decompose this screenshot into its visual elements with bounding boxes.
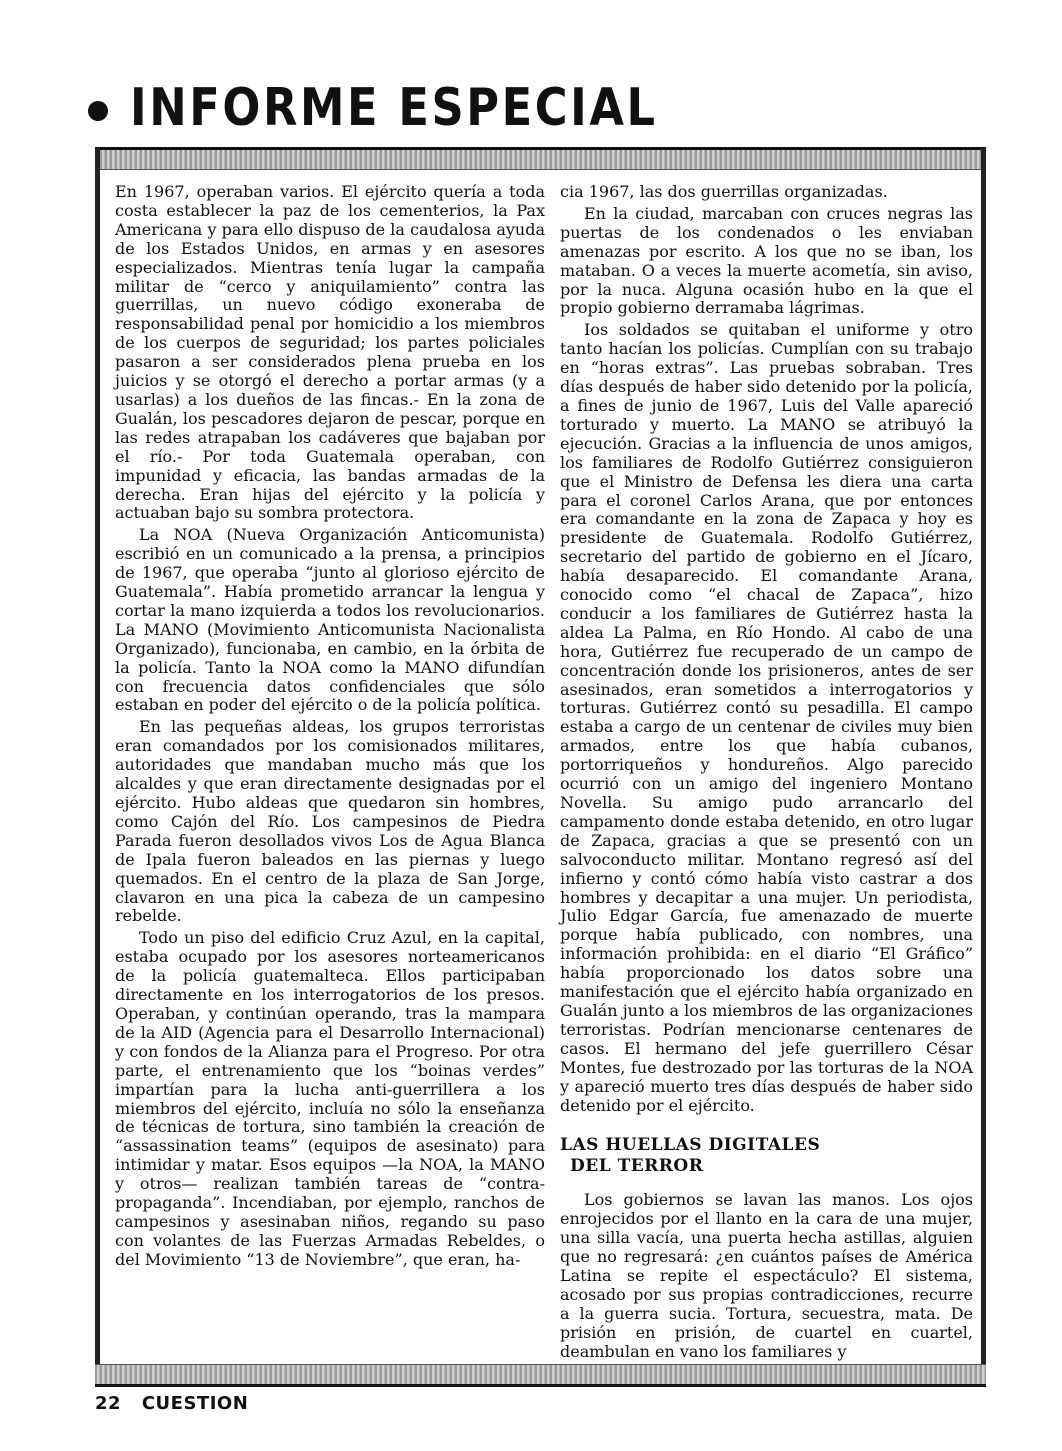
subheading-line: DEL TERROR xyxy=(570,1156,704,1177)
paragraph: En 1967, operaban varios. El ejército quería a toda costa establecer la paz de los cementerios, la Pax Americana y para ello dispuso de la caudalosa ayuda de los Estados Unidos, en armas y en asesores especializados. Mientras tenía lugar la campaña militar de “cerco y aniquilamiento” contra las guerrillas, un nuevo código exoneraba de responsabilidad penal por homicidio a los miembros de los cuerpos de seguridad; los partes policiales pasaron a ser considerados plena prueba en los juicios y se otorgó el derecho a portar armas (y a usarlas) a los dueños de las fincas.- En la zona de Gualán, los pescadores dejaron de pescar, porque en las redes atrapaban los cadáveres que bajaban por el río.- Por toda Guatemala operaban, con impunidad y eficacia, las bandas armadas de la derecha. Eran hijas del ejército y la policía y actuaban bajo su sombra protectora. xyxy=(115,182,545,523)
frame-right-border xyxy=(981,147,986,1387)
paragraph: cia 1967, las dos guerrillas organizadas. xyxy=(560,182,888,201)
paragraph: Los gobiernos se lavan las manos. Los ojos enrojecidos por el llanto en la cara de una mujer, una silla vacía, una puerta hecha astillas, alguien que no regresará: ¿en cuántos países de América Latina se repite el espectáculo? El sistema, acosado por sus propias contradicciones, recurre a la guerra sucia. Tortura, secuestra, mata. De prisión en prisión, de cuartel en cuartel, deambulan en vano los familiares y xyxy=(560,1190,973,1361)
subheading xyxy=(560,1135,973,1177)
publication-name: CUESTION xyxy=(141,1393,249,1414)
subheading-line: LAS HUELLAS DIGITALES xyxy=(560,1135,821,1156)
section-title: INFORME ESPECIAL xyxy=(130,78,658,138)
section-header xyxy=(88,78,744,138)
paragraph: La NOA (Nueva Organización Anticomunista) escribió en un comunicado a la prensa, a principios de 1967, que operaba “junto al glorioso ejército de Guatemala”. Había prometido arrancar la lengua y cortar la mano izquierda a todos los revolucionarios. La MANO (Movimiento Anticomunista Nacionalista Organizado), funcionaba, en cambio, en la órbita de la policía. Tanto la NOA como la MANO difundían con frecuencia datos confidenciales que sólo estaban en poder del ejército o de la policía política. xyxy=(115,525,545,715)
page-footer xyxy=(95,1393,248,1414)
left-column xyxy=(115,183,545,1273)
right-column xyxy=(560,183,973,1365)
paragraph: Ios soldados se quitaban el uniforme y otro tanto hacían los policías. Cumplían con su trabajo en “horas extras”. Las pruebas sobraban. Tres días después de haber sido detenido por la policía, a fines de junio de 1967, Luis del Valle apareció torturado y muerto. La MANO se atribuyó la ejecución. Gracias a la influencia de unos amigos, los familiares de Rodolfo Gutiérrez consiguieron que el Ministro de Defensa les diera una carta para el coronel Carlos Arana, que por entonces era comandante en la zona de Zapaca y hoy es presidente de Guatemala. Rodolfo Gutiérrez, secretario del partido de gobierno en el Jícaro, había desaparecido. El comandante Arana, conocido como “el chacal de Zapaca”, hizo conducir a los familiares de Gutiérrez hasta la aldea La Palma, en Río Hondo. Al cabo de una hora, Gutiérrez fue recuperado de un campo de concentración donde los prisioneros, antes de ser asesinados, eran sometidos a interrogatorios y torturas. Gutiérrez contó su pesadilla. El campo estaba a cargo de un centenar de civiles muy bien armados, entre los que había cubanos, portorriqueños y hondureños. Algo parecido ocurrió con un amigo del ingeniero Montano Novella. Su amigo pudo arrancarlo del campamento donde estaba detenido, en otro lugar de Zapaca, gracias a que se presentó con un salvoconducto militar. Montano regresó así del infierno y contó cómo había visto castrar a dos hombres y decapitar a una mujer. Un periodista, Julio Edgar García, fue amenazado de muerte porque había publicado, con nombres, una información prohibida: en el diario “El Gráfico” había proporcionado los datos sobre una manifestación que el ejército había organizado en Gualán junto a los miembros de las organizaciones terroristas. Podrían mencionarse centenares de casos. El hermano del jefe guerrillero César Montes, fue destrozado por las torturas de la NOA y apareció muerto tres días después de haber sido detenido por el ejército. xyxy=(560,320,973,1115)
paragraph: Todo un piso del edificio Cruz Azul, en la capital, estaba ocupado por los asesores norteamericanos de la policía guatemalteca. Ellos participaban directamente en los interrogatorios de los presos. Operaban, y continúan operando, tras la mampara de la AID (Agencia para el Desarrollo Internacional) y con fondos de la Alianza para el Progreso. Por otra parte, el entrenamiento que los “boinas verdes” impartían para la lucha anti-guerrillera a los miembros del ejército, incluía no sólo la enseñanza de técnicas de tortura, sino también la creación de “assassination teams” (equipos de asesinato) para intimidar y matar. Esos equipos —la NOA, la MANO y otros— realizan también tareas de “contra-propaganda”. Incendiaban, por ejemplo, ranchos de campesinos y asesinaban niños, regando su paso con volantes de las Fuerzas Armadas Rebeldes, o del Movimiento “13 de Noviembre”, que eran, ha- xyxy=(115,928,545,1269)
article-frame xyxy=(95,147,986,1387)
page-number: 22 xyxy=(95,1393,122,1414)
paragraph: En las pequeñas aldeas, los grupos terroristas eran comandados por los comisionados militares, autoridades que mandaban mucho más que los alcaldes y que eran directamente designadas por el ejército. Hubo aldeas que quedaron sin hombres, como Cajón del Río. Los campesinos de Piedra Parada fueron desollados vivos Los de Agua Blanca de Ipala fueron baleados en las piernas y luego quemados. En el centro de la plaza de San Jorge, clavaron en una pica la cabeza de un campesino rebelde. xyxy=(115,717,545,926)
paragraph: En la ciudad, marcaban con cruces negras las puertas de los condenados o les enviaban amenazas por escrito. A los que no se iban, los mataban. O a veces la muerte acometía, sin aviso, por la nuca. Alguna ocasión hubo en la que el propio gobierno derramaba lágrimas. xyxy=(560,203,973,318)
bullet-icon xyxy=(88,101,108,121)
frame-left-border xyxy=(95,147,100,1387)
frame-top-border xyxy=(95,147,986,170)
frame-bottom-border xyxy=(95,1364,986,1387)
